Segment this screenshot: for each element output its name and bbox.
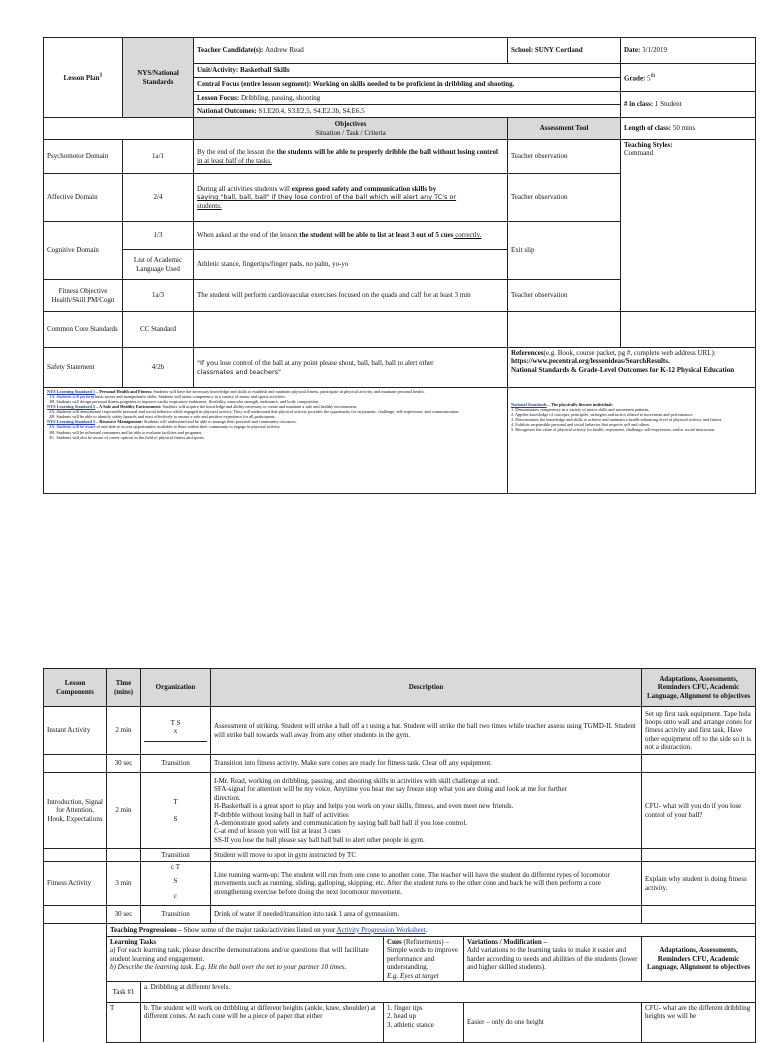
affective-assessment: Teacher observation: [508, 174, 621, 222]
task1-organization: T: [107, 1002, 141, 1042]
reference-url: https://www.pecentral.org/lessonideas/SearchResults.: [511, 357, 670, 366]
cue-item: 2. head up: [387, 1012, 416, 1021]
num-in-class: # in class: 1 Student: [621, 92, 756, 118]
fitness-assessment: Teacher observation: [508, 280, 621, 312]
common-core-label: Common Core Standards: [44, 312, 123, 348]
cues-header: Cues (Refinements) – Simple words to improve performance and understanding. E.g. Eyes at target: [384, 937, 464, 982]
blank-header-cell: [44, 118, 194, 140]
date: Date: 3/1/2019: [621, 38, 756, 64]
cognitive-domain-label: Cognitive Domain: [44, 222, 123, 280]
cue-item: 3. athletic stance: [387, 1020, 434, 1029]
fitness-activity-description: Line running warm-up: The student will run from one cone to another cone. The teacher will have the student do different types of locomotor movements such as running, sliding, galloping, skipping, etc. After the student runs to the other cone and back he will then perform a core strengthening exercise before doing the next locomotor movement.: [211, 862, 642, 906]
blank-cell: [642, 755, 756, 773]
lesson-focus: Lesson Focus: Dribbling, passing, shooting: [194, 92, 621, 105]
cue-item: 1. finger tips: [387, 1003, 423, 1012]
school: School: SUNY Cortland: [508, 38, 621, 64]
national-standard-item: 5. Recognizes the value of physical activity for health, enjoyment, challenge, self-expression, and/or social interaction.: [511, 427, 716, 433]
blank-cell: [44, 849, 107, 862]
references: References(e.g. Book, course packet, pg #, complete web address URL): https://www.pecentral.org/lessonideas/SearchResults. National Standards & Grade-Level Outcomes for K-12 Physical Education: [508, 348, 756, 388]
introduction-description: I-Mr. Read, working on dribbling, passing, and shooting skills in activities with skill challenge at end. SFA-signal for attention will be my voice. Anytime you hear me say freeze stop what you are doing and look at me for further direction. H-Basketball is a great sport to play and helps you work on your skills, fitness, and even meet new friends. P-dribble without losing ball in half of activities A-demonstrate good safety and communication by saying ball ball ball if you lose control. C-at end of lesson you will list at least 3 cues SS-If you lose the ball please say ball ball ball to alert other people in gym.: [211, 773, 642, 849]
unit-activity: Unit/Activity: Basketball Skills: [194, 64, 621, 78]
nys-standard-1-link[interactable]: NYS Learning Standard 1: [47, 389, 96, 394]
central-focus: Central Focus (entire lesson segment): Working on skills needed to be proficient in dribbling and shooting.: [194, 78, 621, 92]
instant-activity-time: 2 min: [107, 707, 141, 755]
task1-label: Task #1: [107, 981, 141, 1002]
transition1-label: Transition: [141, 755, 211, 773]
fitness-activity-organization: c T S c: [141, 862, 211, 906]
length-of-class: Length of class: 50 mins: [621, 118, 756, 140]
fitness-standard: 1a/3: [123, 280, 194, 312]
task1-title: a. Dribbling at different levels.: [141, 981, 756, 1002]
national-standard-item: 3. Demonstrates the knowledge and skills to achieve and maintain a health-enhancing level of physical activity and fitness.: [511, 417, 723, 423]
psychomotor-assessment: Teacher observation: [508, 140, 621, 174]
academic-language-label: List of Academic Language Used: [123, 250, 194, 280]
introduction-label: Introduction, Signal for Attention, Hook, Expectations: [44, 773, 107, 849]
instant-activity-adaptations: Set up first task equipment. Tape hula hoops onto wall and arrange cones for fitness activity and first task. Have other equipment off to the side so it is not a distraction.: [642, 707, 756, 755]
footnote-mark: 1: [99, 72, 103, 79]
task1-variation: Easier – only do one height: [464, 1002, 642, 1042]
lesson-plan-title: [44, 38, 123, 118]
teaching-progressions: Teaching Progressions – Show some of the major tasks/activities listed on your Activity Progression Worksheet.: [107, 924, 756, 937]
national-standards-text: National Standards – The physically literate individual: 1. Demonstrates competency in a variety of motor skills and movement patterns. 2. Applies knowledge of concepts, principles, strategies and tactics related to movement and performance. 3. Demonstrates the knowledge and skills to achieve and maintain a health-enhancing level of physical activity and fitness. 4. Exhibits responsible personal and social behavior that respects self and others. 5. Recognizes the value of physical activity for health, enjoyment, challenge, self-expression, and/or social interaction.: [508, 388, 756, 494]
blank-cell: [44, 755, 107, 773]
activity-progression-worksheet-link[interactable]: Activity Progression Worksheet: [336, 925, 426, 934]
situation-task-criteria: Situation / Task / Criteria: [315, 128, 386, 137]
introduction-adaptations: CFU- what will you do if you lose control of your ball?: [642, 773, 756, 849]
organization-header: Organization: [141, 669, 211, 707]
cognitive-standard: 1/3: [123, 222, 194, 250]
transition3-time: 30 sec: [107, 906, 141, 924]
national-standard-item: 4. Exhibits responsible personal and social behavior that respects self and others.: [511, 422, 651, 428]
cognitive-objective: When asked at the end of the lesson the student will be able to list at least 3 out of 5 cues correctly.: [194, 222, 508, 250]
blank-cell: [642, 906, 756, 924]
common-core-assessment: [508, 312, 621, 348]
instant-activity-label: Instant Activity: [44, 707, 107, 755]
blank-cell: [642, 849, 756, 862]
lesson-components-header: Lesson Components: [44, 669, 107, 707]
affective-domain-label: Affective Domain: [44, 174, 123, 222]
blank-cell: [44, 906, 107, 924]
nys-standard-2-link[interactable]: NYS Learning Standard 2: [47, 404, 96, 410]
grade: Grade: 5th: [621, 64, 756, 92]
academic-language: Athletic stance, fingertips/finger pads, no palm, yo-yo: [194, 250, 508, 280]
national-standard-item: 1. Demonstrates competency in a variety of motor skills and movement patterns.: [511, 407, 650, 413]
lesson-plan-label: Lesson Plan: [63, 73, 100, 82]
time-header: Time (mins): [107, 669, 141, 707]
description-header: Description: [211, 669, 642, 707]
fitness-objective: The student will perform cardiovascular exercises focused on the quads and calf for at least 3 min: [194, 280, 508, 312]
blank-cell: [44, 924, 107, 1043]
cognitive-assessment: Exit slip: [508, 222, 621, 280]
transition2-label: Transition: [141, 849, 211, 862]
introduction-time: 2 min: [107, 773, 141, 849]
blank-cell: [107, 849, 141, 862]
assessment-tool-header: Assessment Tool: [508, 118, 621, 140]
reference-title: National Standards & Grade-Level Outcomes for K-12 Physical Education: [511, 365, 735, 374]
equipment-cont: [621, 312, 756, 348]
nys-national-standards-header: NYS/National Standards: [123, 38, 194, 118]
psychomotor-domain-label: Psychomotor Domain: [44, 140, 123, 174]
safety-standard: 4/2b: [123, 348, 194, 388]
learning-tasks-header: Learning Tasks a) For each learning task, please describe demonstrations and/or questions that will facilitate student learning and engagement. b) Describe the learning task. E.g. Hit the ball over the net to your partner 10 times.: [107, 937, 384, 982]
variations-header: Variations / Modification – Add variations to the learning tasks to make it easier and harder according to needs and abilities of the students (lower and higher skilled students).: [464, 937, 642, 982]
instant-activity-organization: T S x: [141, 707, 211, 755]
transition1-time: 30 sec: [107, 755, 141, 773]
safety-statement: "If you lose control of the ball at any point please shout, ball, ball, ball to alert other classmates and teachers": [194, 348, 508, 388]
lesson-plan-header-table: [43, 37, 756, 494]
nys-standards-text: NYS Learning Standard 1 – Personal Health and Fitness: Students will have the necessary knowledge and skills to establish and maintain physical fitness, participate in physical activity, and maintain personal health. 1A. Students will perform basic motor and manipulative skills. Students will attain competency in a variety of motor and sports activities. 1B. Students will design personal fitness programs to improve cardio respiratory endurance, flexibility, muscular strength, endurance, and body composition NYS Learning Standard 2 – A Safe and Healthy Environment: Students will acquire the knowledge and ability necessary to create and maintain a safe and healthy environment. 2A. Students will demonstrate responsible personal and social behavior while engaged in physical activity. They will understand that physical activity provides the opportunity for enjoyment, challenge, self-expression, and communication. 2B. Students will be able to identify safety hazards and react effectively to ensure a safe and positive experience for all participants. NYS Learning Standard 3 – Resource Management: Students will understand and be able to manage their personal and community resources. 3A. Students will be aware of and able to access opportunities available to them within their community to engage in physical activity. 3B. Students will be informed consumers and be able to evaluate facilities and programs. 3C. Students will also be aware of career options in the field of physical fitness and sports: [44, 388, 508, 494]
fitness-activity-time: 3 min: [107, 862, 141, 906]
task1-adaptation: CFU- what are the different dribbling heights we will be: [642, 1002, 756, 1042]
national-outcomes: National Outcomes: S1.E20.4, S3.E2.5, S4.E2.3b, S4.E6.5: [194, 105, 621, 118]
affective-standard: 2/4: [123, 174, 194, 222]
cc-standard: CC Standard: [123, 312, 194, 348]
safety-statement-label: Safety Statement: [44, 348, 123, 388]
psychomotor-standard: 1a/1: [123, 140, 194, 174]
objectives-header: Objectives Situation / Task / Criteria: [194, 118, 508, 140]
fitness-activity-adaptations: Explain why student is doing fitness activity.: [642, 862, 756, 906]
transition3-label: Transition: [141, 906, 211, 924]
fitness-objective-label: Fitness Objective Health/Skill PM/Cogn: [44, 280, 123, 312]
transition2-description: Student will move to spot in gym instructed by TC: [211, 849, 642, 862]
task1-cues: [384, 1002, 464, 1042]
adaptations-header-2: Adaptations, Assessments, Reminders CFU, Academic Language, Alignment to objectives: [642, 937, 756, 982]
nys-standard-3-link[interactable]: NYS Learning Standard 3: [47, 419, 96, 425]
fitness-activity-label: Fitness Activity: [44, 862, 107, 906]
adaptations-header: Adaptations, Assessments, Reminders CFU, Academic Language, Alignment to objectives: [642, 669, 756, 707]
lesson-components-table: [43, 668, 756, 1043]
teaching-styles: Teaching Styles: Command: [621, 140, 756, 312]
introduction-organization: T S: [141, 773, 211, 849]
national-standard-item: 2. Applies knowledge of concepts, principles, strategies and tactics related to movement and performance.: [511, 412, 694, 418]
common-core-objective: [194, 312, 508, 348]
teacher-candidate: Teacher Candidate(s): Andrew Read: [194, 38, 508, 64]
national-standards-link[interactable]: National Standards: [511, 402, 547, 407]
transition3-description: Drink of water if needed/transition into task 1 area of gymnasium.: [211, 906, 642, 924]
transition1-description: Transition into fitness activity. Make sure cones are ready for fitness task. Clear off any equipment.: [211, 755, 642, 773]
affective-objective: During all activities students will express good safety and communication skills by saying "ball, ball, ball" if they lose control of the ball which will alert any TC's or students.: [194, 174, 508, 222]
psychomotor-objective: By the end of the lesson the the students will be able to properly dribble the ball without losing control in at least half of the tasks.: [194, 140, 508, 174]
task1-description: b. The student will work on dribbling at different heights (ankle, knee, shoulder) at different cones. At each cone will be a piece of paper that either: [141, 1002, 384, 1042]
instant-activity-description: Assessment of striking. Student will strike a ball off a t using a bat. Student will strike the ball two times while teacher assess using TGMD-II. Student will strike ball towards wall away from any other students in the gym.: [211, 707, 642, 755]
